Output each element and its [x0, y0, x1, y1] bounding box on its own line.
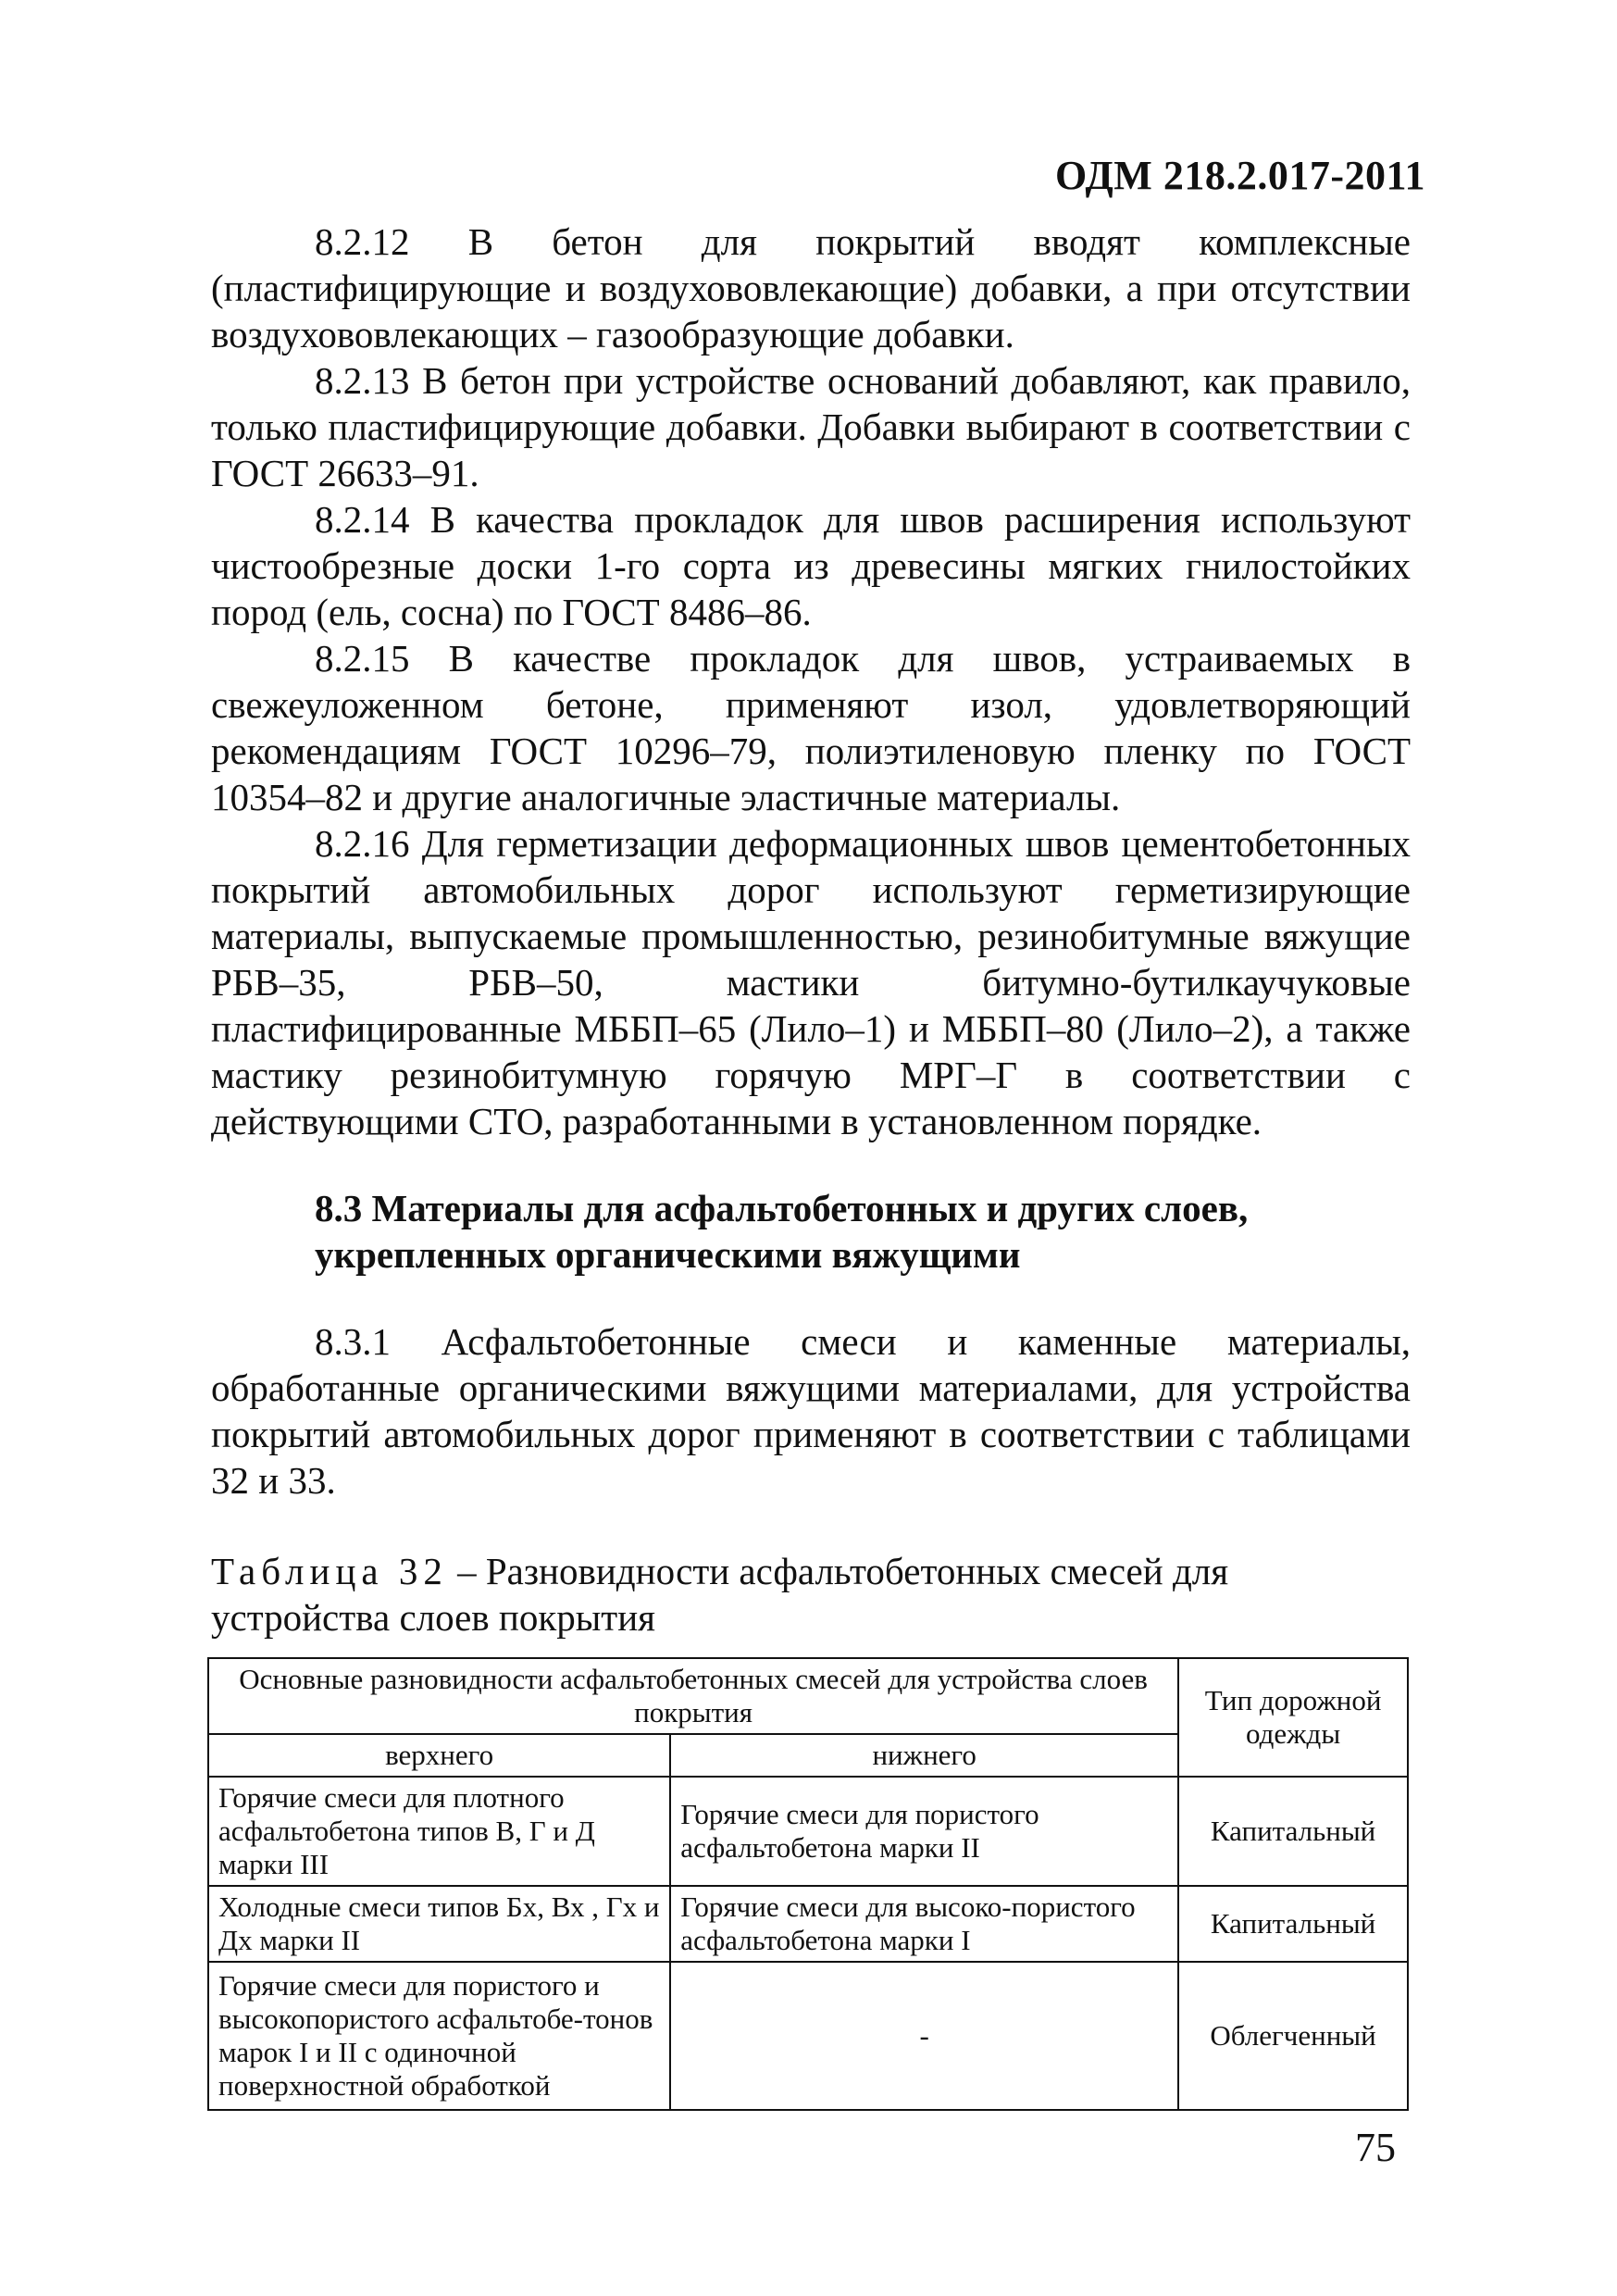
- body-text: [211, 218, 1411, 1144]
- paragraph-8-2-15: 8.2.15 В качестве прокладок для швов, устраиваемых в свежеуложенном бетоне, применяют изол, удовлетворяющий рекомендациям ГОСТ 10296–79, полиэтиленовую пленку по ГОСТ 10354–82 и другие аналогичные эластичные материалы.: [211, 637, 1411, 818]
- table-row: [208, 1886, 1408, 1962]
- table-cell-lower: Горячие смеси для пористого асфальтобетона марки II: [670, 1777, 1178, 1886]
- table-header-type: Тип дорожной одежды: [1178, 1658, 1408, 1777]
- table-cell-type: Капитальный: [1178, 1886, 1408, 1962]
- table-cell-upper: Горячие смеси для пористого и высокопористого асфальтобе-тонов марок I и II с одиночной поверхностной обработкой: [208, 1962, 670, 2110]
- paragraph-8-3-1-block: [211, 1318, 1411, 1504]
- paragraph-8-3-1: 8.3.1 Асфальтобетонные смеси и каменные материалы, обработанные органическими вяжущими материалами, для устройства покрытий автомобильных дорог применяют в соответствии с таблицами 32 и 33.: [211, 1320, 1411, 1502]
- table-header-row: [208, 1658, 1408, 1734]
- table-caption-label: Таблица 32: [211, 1550, 448, 1592]
- paragraph-8-2-16: 8.2.16 Для герметизации деформационных швов цементобетонных покрытий автомобильных дорог используют герметизирующие материалы, выпускаемые промышленностью, резинобитумные вяжущие РБВ–35, РБВ–50, мастики битумно-бутилкаучуковые пластифицированные МББП–65 (Лило–1) и МББП–80 (Лило–2), а также мастику резинобитумную горячую МРГ–Г в соответствии с действующими СТО, разработанными в установленном порядке.: [211, 822, 1411, 1142]
- table-cell-lower: Горячие смеси для высоко-пористого асфальтобетона марки I: [670, 1886, 1178, 1962]
- table-caption: [211, 1548, 1411, 1641]
- table-cell-type: Капитальный: [1178, 1777, 1408, 1886]
- table-row: [208, 1962, 1408, 2110]
- section-heading-8-3: [315, 1185, 1333, 1278]
- paragraph-8-2-13: 8.2.13 В бетон при устройстве оснований добавляют, как правило, только пластифицирующие добавки. Добавки выбирают в соответствии с ГОСТ 26633–91.: [211, 359, 1411, 494]
- paragraph-8-2-12: 8.2.12 В бетон для покрытий вводят комплексные (пластифицирующие и воздухововлекающие) добавки, а при отсутствии воздухововлекающих – газообразующие добавки.: [211, 220, 1411, 356]
- table-cell-lower: -: [670, 1962, 1178, 2110]
- table-32: [207, 1657, 1409, 2111]
- table-cell-upper: Горячие смеси для плотного асфальтобетона типов В, Г и Д марки III: [208, 1777, 670, 1886]
- paragraph-8-2-14: 8.2.14 В качества прокладок для швов расширения используют чистообрезные доски 1-го сорта из древесины мягких гнилостойких пород (ель, сосна) по ГОСТ 8486–86.: [211, 498, 1411, 633]
- table-caption-text: – Разновидности асфальтобетонных смесей для устройства слоев покрытия: [211, 1550, 1229, 1639]
- section-heading-line-2: укрепленных органическими вяжущими: [315, 1233, 1021, 1276]
- table-row: [208, 1777, 1408, 1886]
- table-cell-upper: Холодные смеси типов Бх, Вх , Гх и Дх марки II: [208, 1886, 670, 1962]
- document-code: ОДМ 218.2.017-2011: [1055, 153, 1426, 198]
- page-number: 75: [1355, 2125, 1396, 2170]
- table-header-main: Основные разновидности асфальтобетонных смесей для устройства слоев покрытия: [208, 1658, 1178, 1734]
- table-header-upper: верхнего: [208, 1734, 670, 1777]
- section-heading-line-1: 8.3 Материалы для асфальтобетонных и других слоев,: [315, 1187, 1249, 1229]
- table-header-lower: нижнего: [670, 1734, 1178, 1777]
- table-cell-type: Облегченный: [1178, 1962, 1408, 2110]
